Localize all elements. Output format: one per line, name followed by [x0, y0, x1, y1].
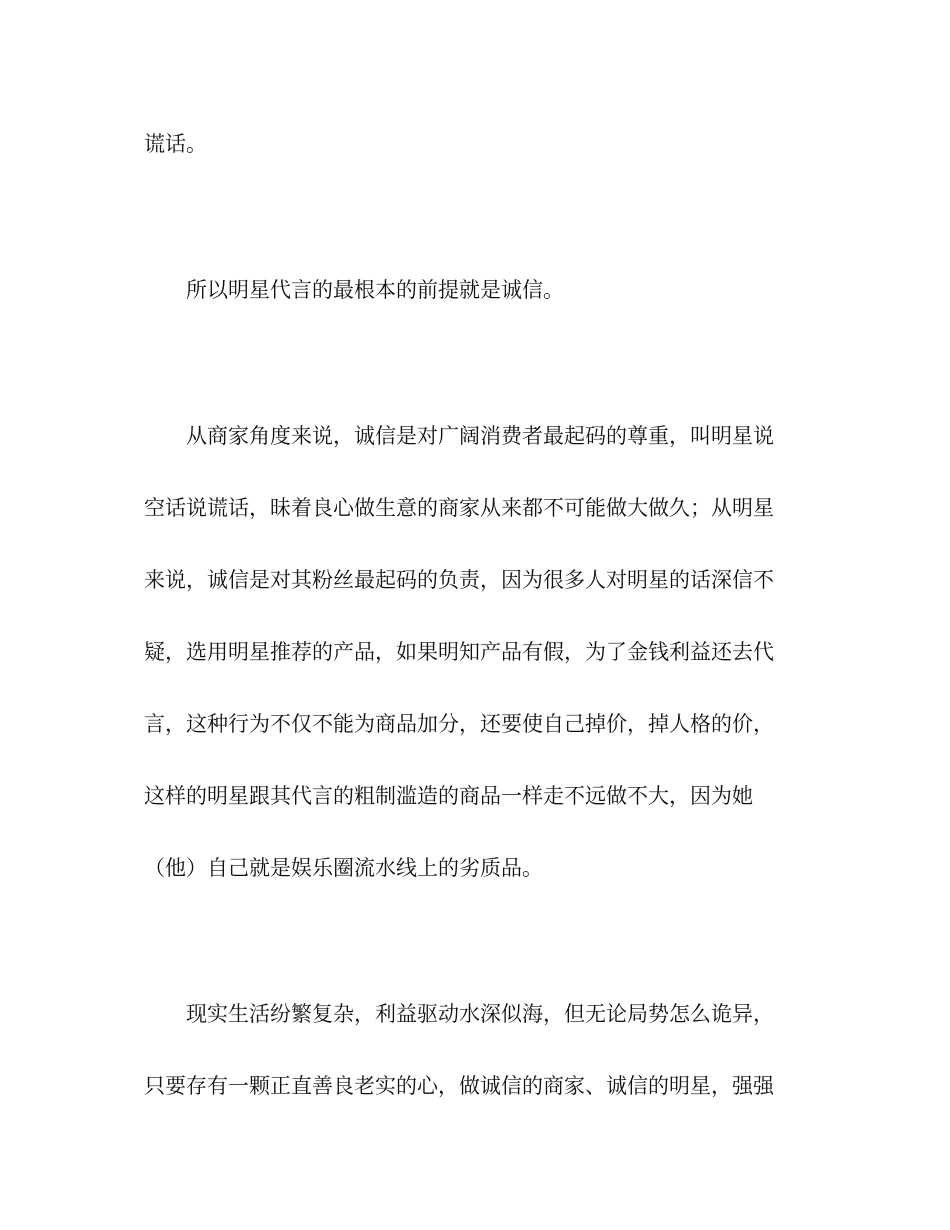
paragraph-1-line-1: 谎话。 [144, 132, 207, 156]
paragraph-3-line-2: 空话说谎话，昧着良心做生意的商家从来都不可能做大做久；从明星 [144, 496, 774, 520]
paragraph-3-line-1: 从商家角度来说，诚信是对广阔消费者最起码的尊重，叫明星说 [186, 424, 774, 448]
paragraph-3-line-7: （他）自己就是娱乐圈流水线上的劣质品。 [144, 856, 543, 880]
paragraph-4-line-1: 现实生活纷繁复杂，利益驱动水深似海，但无论局势怎么诡异， [186, 1002, 774, 1026]
paragraph-3-line-3: 来说，诚信是对其粉丝最起码的负责，因为很多人对明星的话深信不 [144, 568, 774, 592]
paragraph-3-line-6: 这样的明星跟其代言的粗制滥造的商品一样走不远做不大，因为她 [144, 784, 753, 808]
paragraph-3-line-5: 言，这种行为不仅不能为商品加分，还要使自己掉价，掉人格的价， [144, 712, 774, 736]
paragraph-3-line-4: 疑，选用明星推荐的产品，如果明知产品有假，为了金钱利益还去代 [144, 640, 774, 664]
paragraph-2-line-1: 所以明星代言的最根本的前提就是诚信。 [186, 278, 564, 302]
paragraph-4-line-2: 只要存有一颗正直善良老实的心，做诚信的商家、诚信的明星，强强 [144, 1074, 774, 1098]
